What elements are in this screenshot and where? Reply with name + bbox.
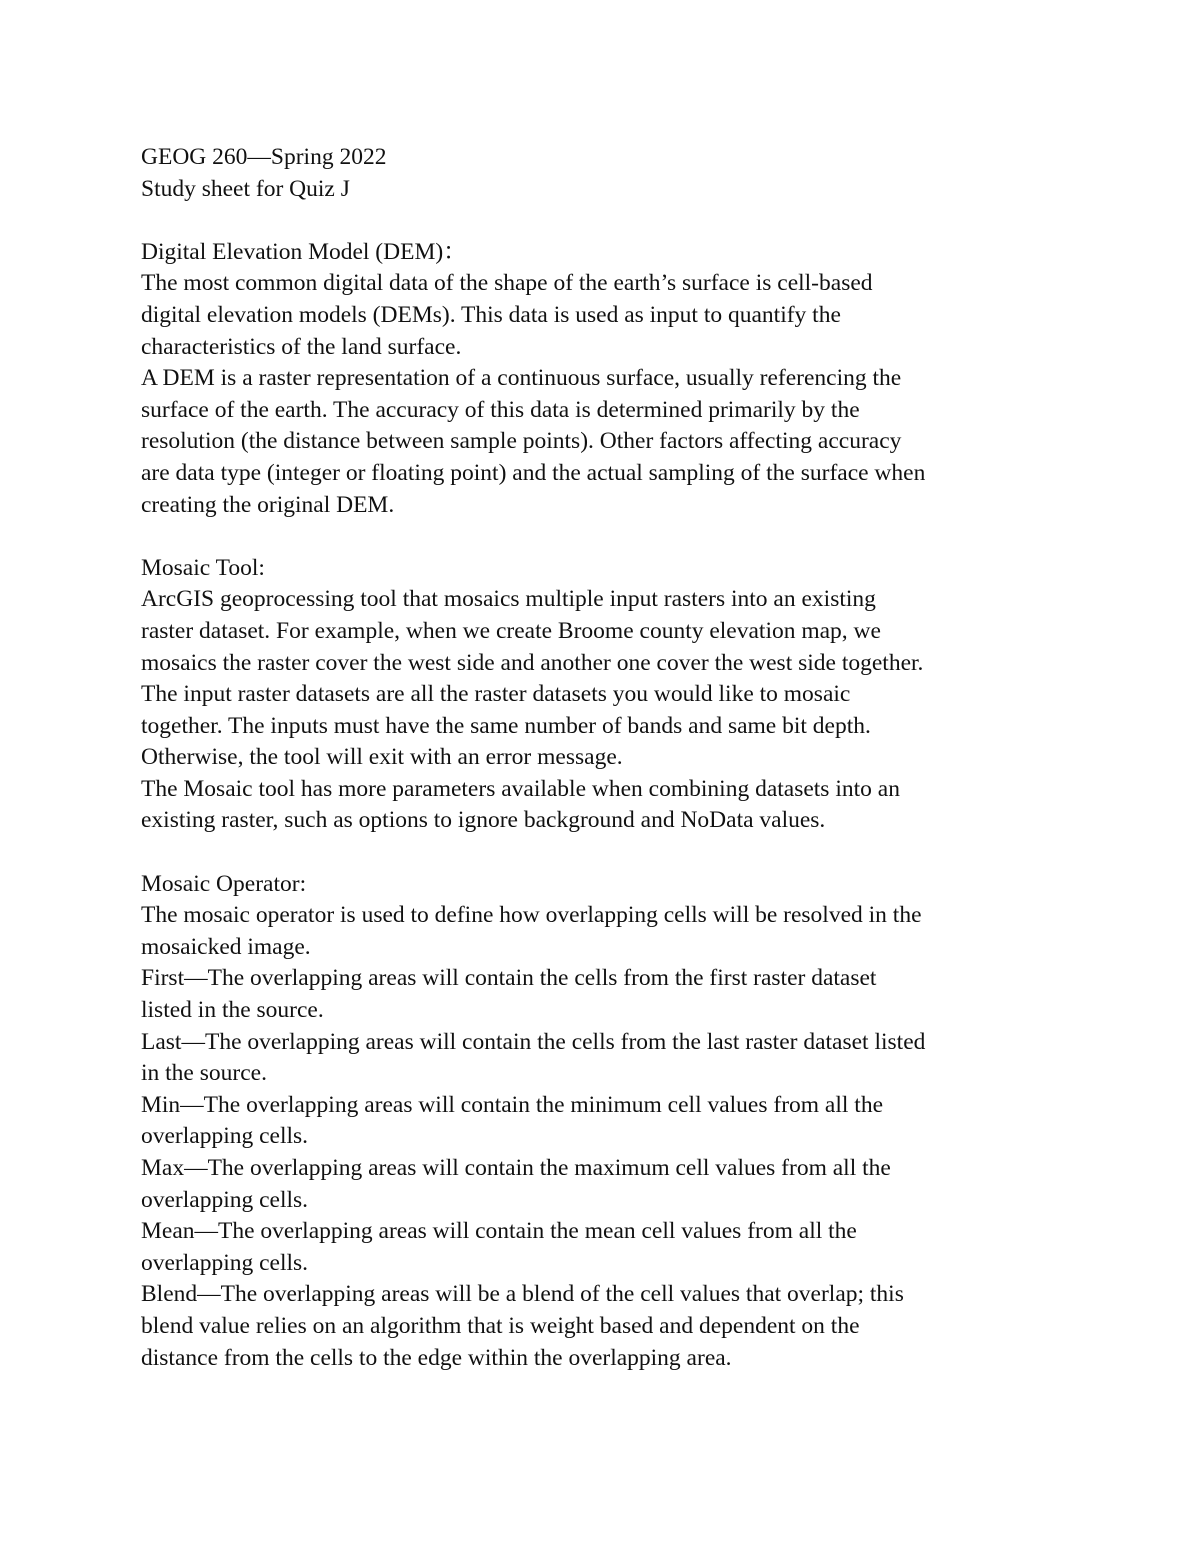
document-subtitle: Study sheet for Quiz J [141,175,350,202]
paragraph-line: existing raster, such as options to ignore background and NoData values. [141,807,826,834]
paragraph-line: A DEM is a raster representation of a continuous surface, usually referencing the [141,365,902,392]
paragraph-line: Mean—The overlapping areas will contain the mean cell values from all the [141,1218,857,1245]
paragraph-line: ArcGIS geoprocessing tool that mosaics multiple input rasters into an existing [141,586,876,613]
paragraph-line: First—The overlapping areas will contain the cells from the first raster dataset [141,965,877,992]
paragraph-line: The Mosaic tool has more parameters available when combining datasets into an [141,775,900,802]
paragraph-line: creating the original DEM. [141,491,395,518]
paragraph-line: Blend—The overlapping areas will be a blend of the cell values that overlap; this [141,1281,904,1308]
section-dem [141,237,1081,521]
paragraph-line: mosaicked image. [141,933,311,960]
paragraph-line: The input raster datasets are all the raster datasets you would like to mosaic [141,681,851,708]
paragraph-line: The most common digital data of the shape of the earth’s surface is cell-based [141,270,873,297]
spacer [141,521,1081,553]
paragraph-line: distance from the cells to the edge within the overlapping area. [141,1344,732,1371]
section-mosaic-operator [141,869,1081,1375]
paragraph-line: overlapping cells. [141,1186,309,1213]
spacer [141,837,1081,869]
paragraph-line: Last—The overlapping areas will contain the cells from the last raster dataset listed [141,1028,926,1055]
section-mosaic-tool [141,553,1081,837]
paragraph-line: Otherwise, the tool will exit with an error message. [141,744,623,771]
paragraph-line: The mosaic operator is used to define how overlapping cells will be resolved in the [141,902,922,929]
section-heading: Digital Elevation Model (DEM)： [141,238,467,265]
paragraph-line: digital elevation models (DEMs). This data is used as input to quantify the [141,301,841,328]
paragraph-line: overlapping cells. [141,1249,309,1276]
section-heading: Mosaic Operator: [141,870,307,897]
paragraph-line: characteristics of the land surface. [141,333,462,360]
paragraph-line: are data type (integer or floating point) and the actual sampling of the surface when [141,459,926,486]
spacer [141,205,1081,237]
paragraph-line: raster dataset. For example, when we create Broome county elevation map, we [141,617,881,644]
paragraph-line: resolution (the distance between sample points). Other factors affecting accuracy [141,428,902,455]
course-title: GEOG 260—Spring 2022 [141,144,387,170]
document-body [141,142,1081,1374]
paragraph-line: blend value relies on an algorithm that is weight based and dependent on the [141,1312,860,1339]
paragraph-line: together. The inputs must have the same number of bands and same bit depth. [141,712,871,739]
paragraph-line: mosaics the raster cover the west side and another one cover the west side together. [141,649,924,676]
section-heading: Mosaic Tool: [141,554,265,581]
paragraph-line: in the source. [141,1060,267,1087]
paragraph-line: listed in the source. [141,997,324,1024]
paragraph-line: Min—The overlapping areas will contain the minimum cell values from all the [141,1091,884,1118]
paragraph-line: Max—The overlapping areas will contain the maximum cell values from all the [141,1155,891,1181]
paragraph-line: surface of the earth. The accuracy of this data is determined primarily by the [141,396,860,423]
paragraph-line: overlapping cells. [141,1123,309,1150]
